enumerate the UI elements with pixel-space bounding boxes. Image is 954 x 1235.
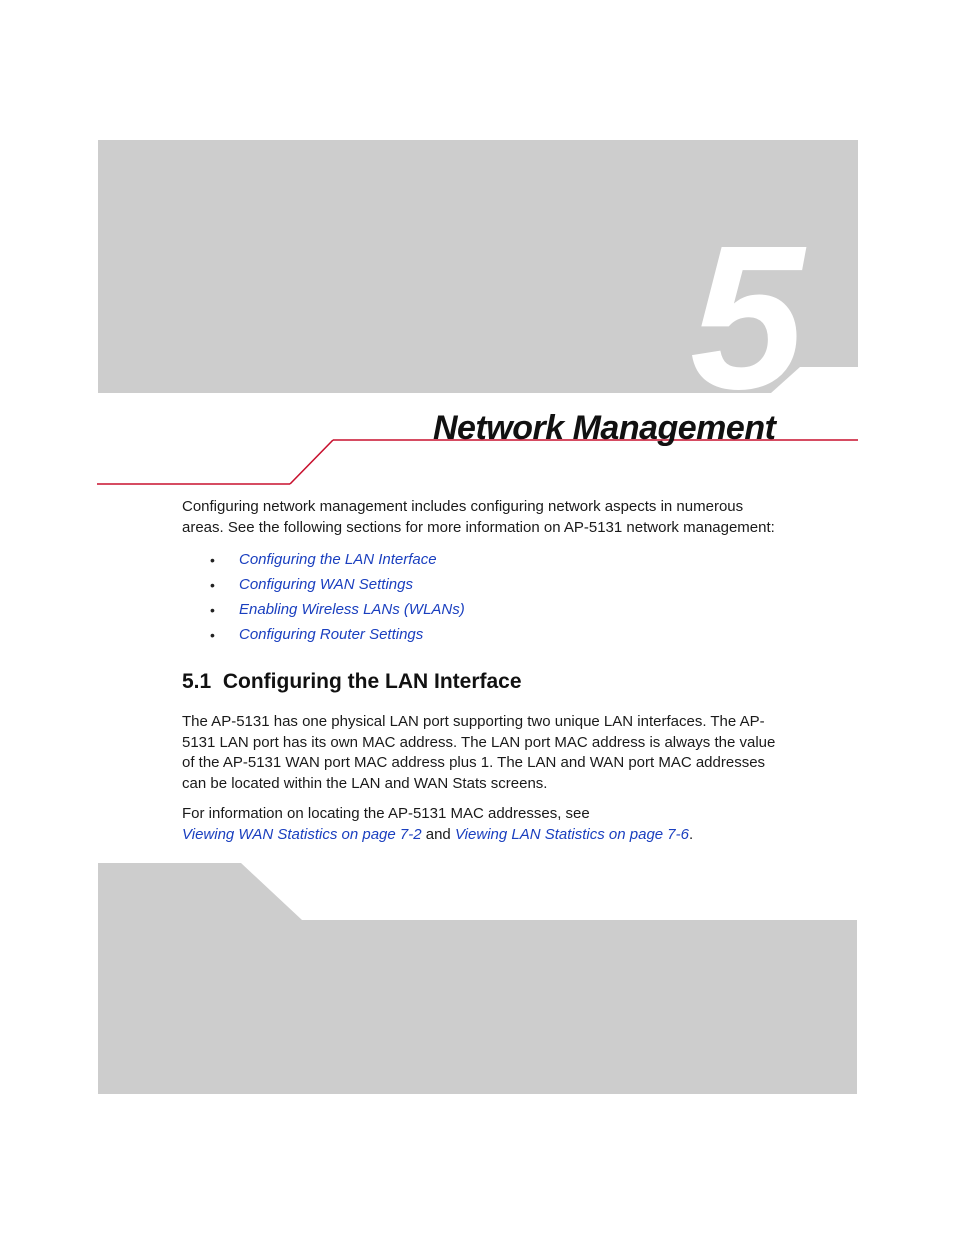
info-prefix: For information on locating the AP-5131 MAC addresses, see <box>182 805 590 822</box>
bullet-icon: • <box>210 551 215 568</box>
bullet-icon: • <box>210 601 215 618</box>
list-item <box>210 597 465 622</box>
info-conjunction: and <box>421 825 455 843</box>
section-heading: 5.1 Configuring the LAN Interface <box>182 670 522 693</box>
link-configuring-wan-settings[interactable]: Configuring WAN Settings <box>239 575 413 593</box>
list-item <box>210 547 465 572</box>
footer-banner <box>0 850 954 1110</box>
info-period: . <box>688 825 694 843</box>
section-paragraph: The AP-5131 has one physical LAN port supporting two unique LAN interfaces. The AP-5131 LAN port has its own MAC address. The LAN port MAC address is always the value of the AP-5131 WAN port MAC address plus 1. The LAN and WAN port MAC addresses can be located within the LAN and WAN Stats screens. <box>182 713 776 792</box>
list-item <box>210 622 465 647</box>
bullet-icon: • <box>210 576 215 593</box>
chapter-number: 5 <box>690 203 801 432</box>
info-links-line <box>182 825 782 846</box>
section-link-list <box>210 547 465 647</box>
intro-paragraph: Configuring network management includes configuring network aspects in numerous areas. See the following sections for more information on AP-5131 network management: <box>182 498 775 536</box>
title-rule-diagonal <box>290 440 333 484</box>
link-enabling-wlans[interactable]: Enabling Wireless LANs (WLANs) <box>239 600 465 618</box>
chapter-title: Network Management <box>433 409 776 447</box>
bullet-icon: • <box>210 626 215 643</box>
link-viewing-lan-statistics[interactable]: Viewing LAN Statistics on page 7-6 <box>454 825 689 843</box>
info-paragraph <box>182 804 782 845</box>
footer-background <box>98 863 857 1094</box>
link-configuring-router-settings[interactable]: Configuring Router Settings <box>239 625 424 643</box>
link-configuring-lan-interface[interactable]: Configuring the LAN Interface <box>239 550 437 568</box>
list-item <box>210 572 465 597</box>
link-viewing-wan-statistics[interactable]: Viewing WAN Statistics on page 7-2 <box>182 825 422 843</box>
